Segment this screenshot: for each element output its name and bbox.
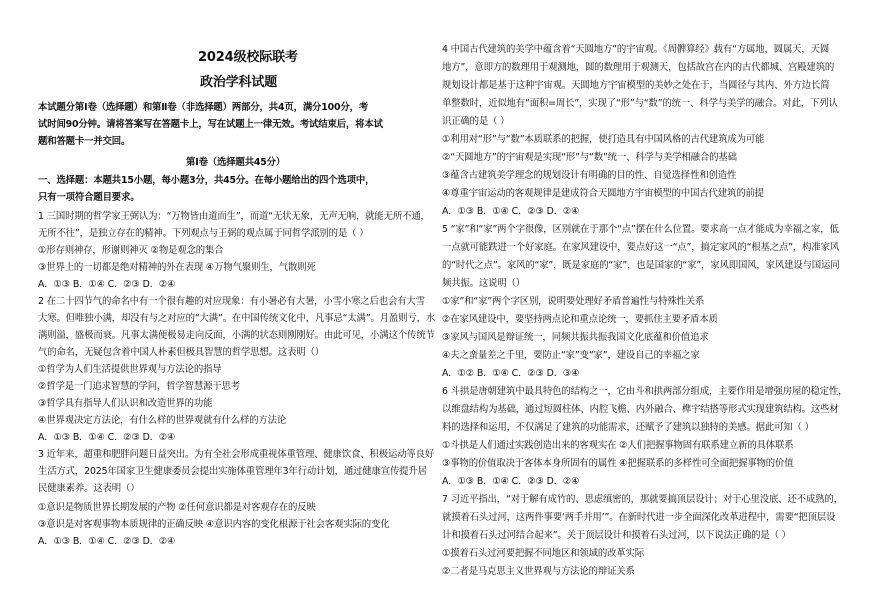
question-text: 无所不往”，是独立存在的精神。下列观点与王弼的观点属于同哲学派别的是（ ） bbox=[38, 228, 369, 239]
option-line: ①家”和“家”两个字区别，说明要处理好矛盾普遍性与特殊性关系 bbox=[442, 296, 705, 307]
question-text: 一点就可能跌进一个好家庭。在家风建设中，要点好这一“点”，搞定家风的“根基之点”，构准家风 bbox=[442, 242, 840, 253]
option-line: ①利用对“形”与“数”本质联系的把握，使打造具有中国风格的古代建筑成为可能 bbox=[442, 134, 765, 145]
answer-choices: A．①③ B．①④ C．②③ D．②④ bbox=[38, 536, 176, 547]
option-line: ③蕴含古建筑美学理念的规划设计有明确的目的性、自觉选择性和创造性 bbox=[442, 170, 737, 181]
intro-line: 题和答题卡一并交回。 bbox=[38, 136, 131, 147]
question-text: 3 近年来，超重和肥胖问题日益突出。为有全社会形成重视体重管理、健康饮食、积极运动等良好 bbox=[38, 449, 435, 460]
option-line: ③事物的价值取决于客体本身所固有的属性 ④把握联系的多样性可全面把握事物的价值 bbox=[442, 458, 794, 469]
option-line: ①哲学为人们生活提供世界观与方法论的指导 bbox=[38, 364, 222, 375]
option-line: ④尊重宇宙运动的客观规律是建成符合天圆地方宇宙模型的中国古代建筑的前提 bbox=[442, 188, 764, 199]
subject-title: 政治学科试题 bbox=[200, 75, 278, 90]
question-text: 7 习近平指出，“对于解有成竹的、思虑缜密的，那就要搞顶层设计；对于心里没底、还不成熟的， bbox=[442, 494, 843, 505]
question-text: 单整数时，近似地有“面积=周长”，实现了“形”与“数”的统一、科学与美学的融合。对此，下列认 bbox=[442, 98, 838, 109]
intro-line: 本试题分第Ⅰ卷（选择题）和第Ⅱ卷（非选择题）两部分，共4页，满分100分，考 bbox=[38, 102, 369, 113]
question-text: 以维盘结构为基础，通过短圆柱体、内腔飞檐、内外融合、榫宇结搭等形式实现建筑结构。这些材 bbox=[442, 404, 839, 415]
question-text: 就摸着石头过河，这两件事要‘两手并用’”。在新时代进一步全面深化改革进程中，需要“把顶层设 bbox=[442, 512, 836, 523]
question-text: 大寒。但唯独小满，却没有与之对应的“大满”。在中国传统文化中，凡事忌“太满”。月盈则亏，水 bbox=[38, 313, 436, 324]
option-line: ①形存则神存，形谢则神灭 ②物是观念的集合 bbox=[38, 245, 224, 256]
option-line: ②“天圆地方”的宇宙观是实现“形”与“数”统一、科学与美学相融合的基础 bbox=[442, 152, 737, 163]
question-text: 6 斗拱是唐朝建筑中最具特色的结构之一，它由斗和拱两部分组成，主要作用是增强房屋的稳定性， bbox=[442, 386, 848, 397]
question-text: 生活方式，2025年国家卫生健康委员会提出实施体重管理年3年行动计划，通过健康宣传提升居 bbox=[38, 466, 427, 477]
question-text: 1 三国时期的哲学家王弼认为：“万物皆由道而生”，而道“无状无象，无声无响，就能无所不通， bbox=[38, 211, 430, 222]
answer-choices: A．①③ B．①④ C．②③ D．②④ bbox=[442, 476, 580, 487]
exam-title: 2024级校际联考 bbox=[198, 50, 298, 65]
question-text: 4 中国古代建筑的美学中蕴含着“天圆地方”的宇宙观。《周髀算经》载有“方属地，圆属天，天圆 bbox=[442, 44, 830, 55]
option-line: ③家风与国风是辩证统一，同频共振共振我国文化底蕴和价值追求 bbox=[442, 332, 709, 343]
option-line: ①意识是物质世界长期发展的产物 ②任何意识都是对客观存在的反映 bbox=[38, 502, 316, 513]
question-text: 气的命名，无疑包含着中国人朴素但极具智慧的哲学思想。这表明（） bbox=[38, 347, 324, 358]
intro-line: 试时间90分钟。请将答案写在答题卡上，写在试题上一律无效。考试结束后，将本试 bbox=[38, 119, 383, 130]
question-text: 的“时代之点”。家风的“家”，既是家庭的“家”，也是国家的“家”，家风即国风，家风建设与国运同 bbox=[442, 260, 840, 271]
option-line: ①斗拱是人们通过实践创造出来的客观实在 ②人们把握事物固有联系建立新的具体联系 bbox=[442, 440, 794, 451]
option-line: ②在家风建设中，要坚持两点论和重点论统一，要抓住主要矛盾本质 bbox=[442, 314, 718, 325]
option-line: ④夫之蛮量差之千里，要防止“家”变“家”，建设自己的幸福之家 bbox=[442, 350, 700, 361]
section-intro: 一、选择题：本题共15小题，每小题3分，共45分。在每小题给出的四个选项中， bbox=[38, 175, 375, 186]
question-text: 计和摸着石头过河结合起来”。关于顶层设计和摸着石头过河，以下说法正确的是（ ） bbox=[442, 530, 791, 541]
option-line: ④世界观决定方法论，有什么样的世界观就有什么样的方法论 bbox=[38, 415, 287, 426]
question-text: 5 “家”和“家”两个字很像，区别就在于那个“点”摆在什么位置。要求高一点才能成为幸福之家，低 bbox=[442, 224, 839, 235]
option-line: ③意识是对客观事物本质规律的正确反映 ④意识内容的变化根源于社会客观实际的变化 bbox=[38, 519, 390, 530]
option-line: ①摸着石头过河要把握不同地区和领域的改革实际 bbox=[442, 548, 644, 559]
question-text: 满则溢，盛极而衰。凡事太满便极易走向反面，小满的状态则刚刚好。由此可见，小满这个传统节 bbox=[38, 330, 435, 341]
option-line: ②二者是马克思主义世界观与方法论的辩证关系 bbox=[442, 566, 635, 577]
question-text: 频共振。这说明（） bbox=[442, 278, 526, 289]
question-text: 规划设计都是基于这种宇宙观。天圆地方宇宙模型的美妙之处在于，当圆径与其内、外方边长简 bbox=[442, 80, 830, 91]
question-text: 识正确的是（ ） bbox=[442, 116, 510, 127]
option-line: ②哲学是一门追求智慧的学问，哲学智慧源于思考 bbox=[38, 381, 240, 392]
answer-choices: A．①② B．①④ C．②③ D．③④ bbox=[442, 368, 580, 379]
question-text: 地方”，意即方的数理用于观测地，圆的数理用于观测天，包括故宫在内的古代都城、宫殿建筑的 bbox=[442, 62, 835, 73]
option-line: ③哲学具有指导人们认识和改造世界的功能 bbox=[38, 398, 213, 409]
part1-heading: 第Ⅰ卷（选择题共45分） bbox=[186, 157, 286, 168]
question-text: 料的选择和运用，不仅满足了建筑的功能需求，还赋予了建筑以独特的美感。据此可知（ ） bbox=[442, 422, 814, 433]
question-text: 2 在二十四节气的命名中有一个很有趣的对应现象：有小暑必有大暑，小雪小寒之后也会有大雪 bbox=[38, 296, 425, 307]
section-intro: 只有一项符合题目要求。 bbox=[38, 192, 140, 203]
answer-choices: A．①③ B．①④ C．②③ D．②④ bbox=[38, 432, 176, 443]
answer-choices: A．①③ B．①④ C．②③ D．②④ bbox=[38, 279, 176, 290]
answer-choices: A．①③ B．①④ C．②③ D．②④ bbox=[442, 206, 580, 217]
option-line: ③世界上的一切都是绝对精神的外在表现 ④万物气聚则生，气散则死 bbox=[38, 262, 316, 273]
question-text: 民健康素养。这表明（） bbox=[38, 483, 140, 494]
